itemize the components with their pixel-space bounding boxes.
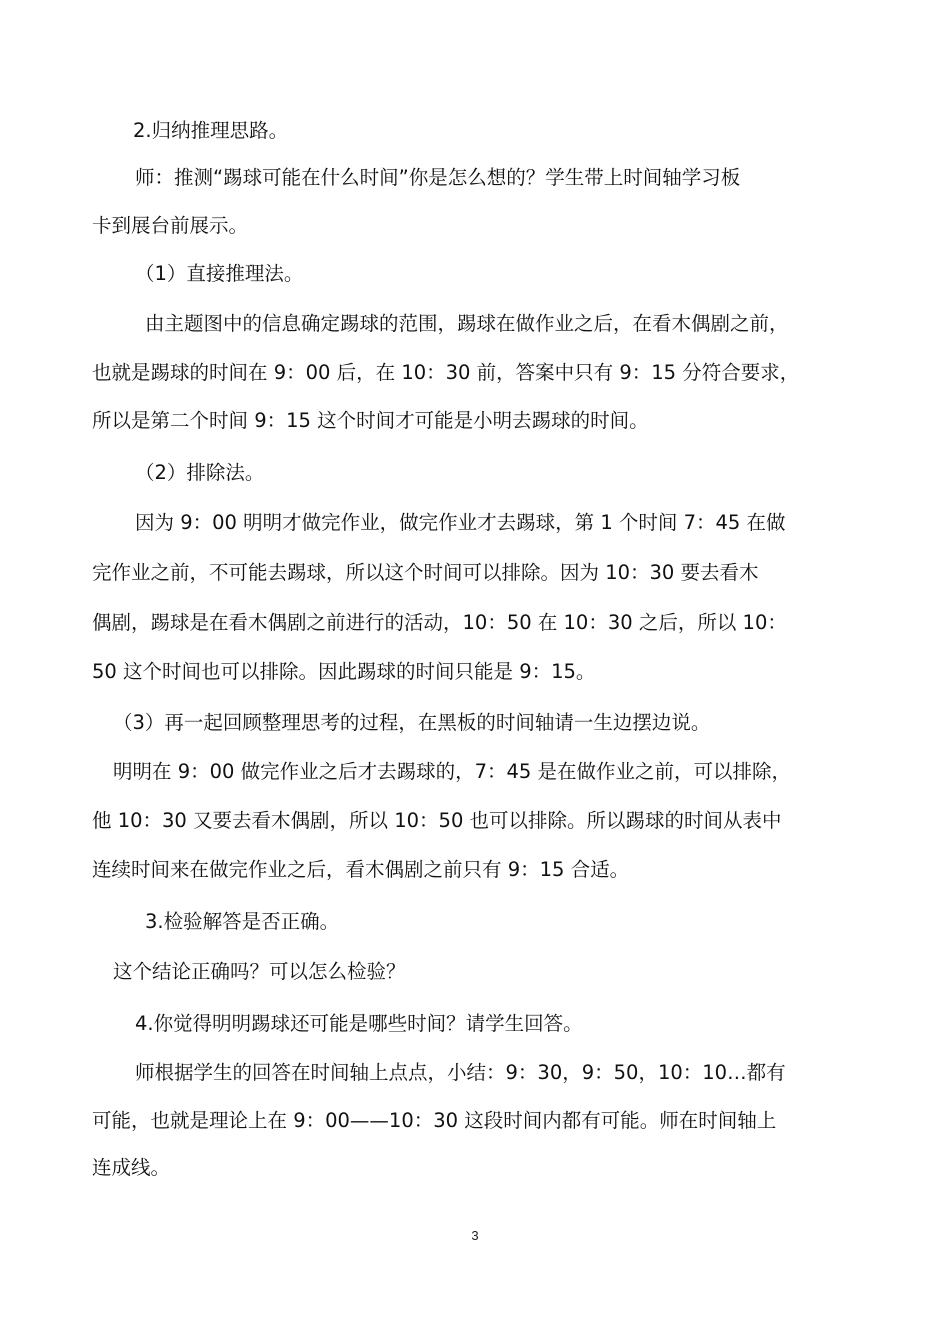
paragraph-line: 这个结论正确吗？可以怎么检验？ [113,960,406,983]
paragraph-line: 可能，也就是理论上在 9：00——10：30 这段时间内都有可能。师在时间轴上 [92,1109,777,1132]
section-heading-3: 3.检验解答是否正确。 [145,910,340,933]
section-heading-2: 2.归纳推理思路。 [133,119,289,142]
paragraph-line: 因为 9：00 明明才做完作业，做完作业才去踢球，第 1 个时间 7：45 在做 [135,511,786,534]
paragraph-line: 由主题图中的信息确定踢球的范围，踢球在做作业之后，在看木偶剧之前， [145,312,789,335]
paragraph-line: 完作业之前，不可能去踢球，所以这个时间可以排除。因为 10：30 要去看木 [92,561,759,584]
paragraph-line: 师根据学生的回答在时间轴上点点，小结：9：30，9：50，10：10…都有 [135,1061,786,1084]
paragraph-line: 也就是踢球的时间在 9：00 后，在 10：30 前，答案中只有 9：15 分符合要求， [92,361,800,384]
page-number: 3 [471,1228,479,1243]
paragraph-line: 他 10：30 又要去看木偶剧，所以 10：50 也可以排除。所以踢球的时间从表中 [92,809,782,832]
paragraph-line: 师：推测“踢球可能在什么时间”你是怎么想的？学生带上时间轴学习板 [135,166,741,189]
paragraph-line: 偶剧，踢球是在看木偶剧之前进行的活动，10：50 在 10：30 之后，所以 10： [92,611,787,634]
section-heading-4: 4.你觉得明明踢球还可能是哪些时间？请学生回答。 [135,1012,583,1035]
paragraph-line: 明明在 9：00 做完作业之后才去踢球的，7：45 是在做作业之前，可以排除， [113,760,792,783]
paragraph-line: 50 这个时间也可以排除。因此踢球的时间只能是 9：15。 [92,660,596,683]
paragraph-line: 所以是第二个时间 9：15 这个时间才可能是小明去踢球的时间。 [92,409,649,432]
paragraph-line: 连续时间来在做完作业之后，看木偶剧之前只有 9：15 合适。 [92,858,630,881]
paragraph-line: 连成线。 [92,1156,171,1179]
subheading-elimination: （2）排除法。 [135,461,265,484]
subheading-review: （3）再一起回顾整理思考的过程，在黑板的时间轴请一生边摆边说。 [113,711,711,734]
paragraph-line: 卡到展台前展示。 [92,214,249,237]
subheading-direct-reasoning: （1）直接推理法。 [135,262,304,285]
